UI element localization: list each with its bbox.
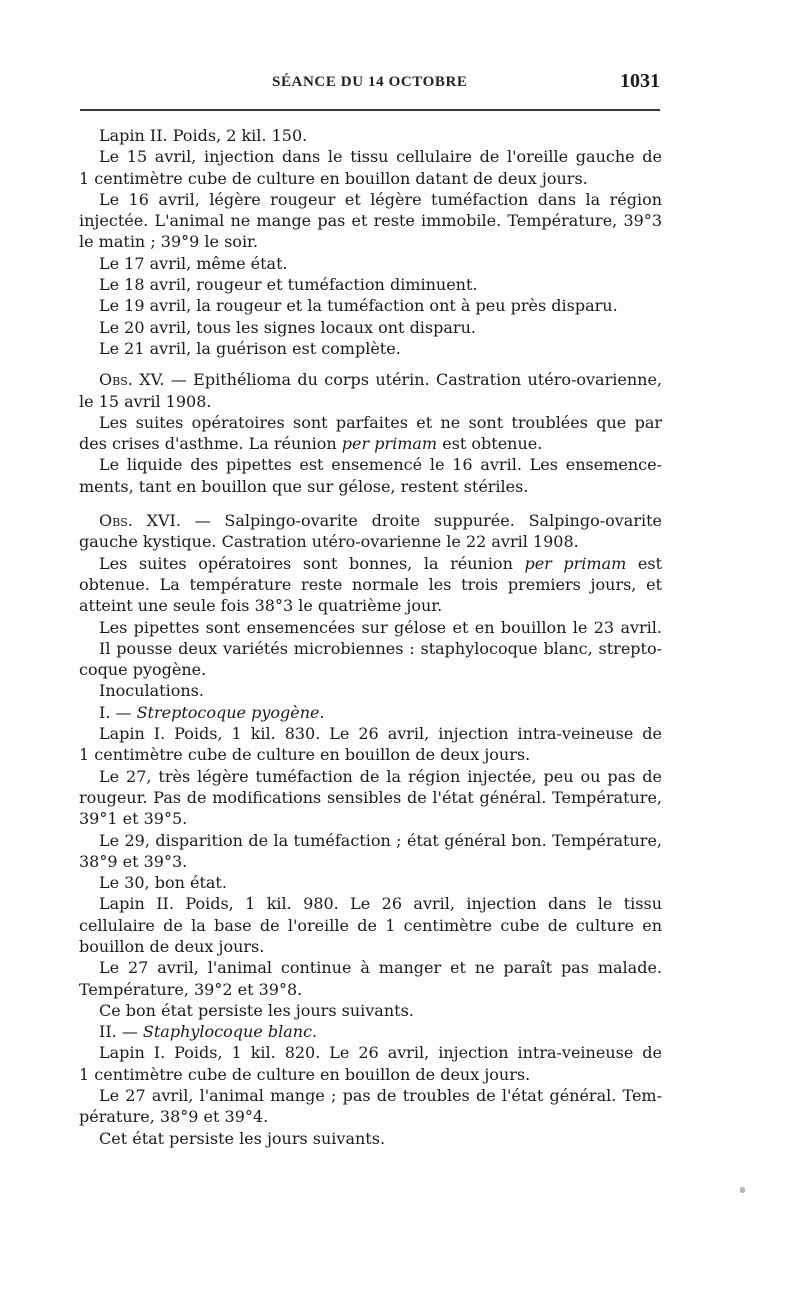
latin-phrase: per primam bbox=[341, 434, 438, 454]
header-rule bbox=[80, 109, 660, 111]
obs-text: XV. — Epithélioma du corps utérin. Castration utéro-ovarienne, bbox=[139, 370, 662, 390]
paragraph-gap bbox=[79, 359, 662, 369]
body-text bbox=[79, 125, 662, 1149]
obs-label: Obs. bbox=[99, 370, 133, 390]
text-line: 39°1 et 39°5. bbox=[79, 809, 188, 829]
text-line: Le liquide des pipettes est ensemencé le 16 avril. Les ensemence- bbox=[99, 455, 662, 475]
species-name: Streptocoque pyogène. bbox=[136, 702, 325, 722]
running-title: SÉANCE DU 14 OCTOBRE bbox=[272, 74, 468, 90]
text-line bbox=[79, 433, 662, 454]
running-head bbox=[80, 66, 660, 100]
section-heading-streptocoque bbox=[79, 702, 662, 723]
text-line: Les pipettes sont ensemencées sur gélose et en bouillon le 23 avril. bbox=[99, 617, 662, 637]
text-line bbox=[79, 553, 662, 574]
text-line: Le 15 avril, injection dans le tissu cellulaire de l'oreille gauche de bbox=[99, 147, 662, 167]
text-segment: est bbox=[626, 553, 662, 573]
text-line: Lapin I. Poids, 1 kil. 820. Le 26 avril, injection intra-veineuse de bbox=[99, 1043, 662, 1063]
section-heading-staphylocoque bbox=[79, 1021, 662, 1042]
page-number: 1031 bbox=[620, 70, 660, 92]
text-line: 1 centimètre cube de culture en bouillon datant de deux jours. bbox=[79, 168, 588, 188]
text-line: atteint une seule fois 38°3 le quatrième jour. bbox=[79, 596, 443, 616]
text-line: Le 21 avril, la guérison est complète. bbox=[99, 338, 401, 358]
text-line: bouillon de deux jours. bbox=[79, 936, 265, 956]
text-line: Température, 39°2 et 39°8. bbox=[79, 979, 303, 999]
text-line: Le 27, très légère tuméfaction de la région injectée, peu ou pas de bbox=[99, 766, 662, 786]
text-line: Cet état persiste les jours suivants. bbox=[99, 1128, 386, 1148]
text-segment: I. — bbox=[99, 702, 137, 722]
text-segment: des crises d'asthme. La réunion bbox=[79, 434, 342, 454]
obs-xvi-heading bbox=[79, 510, 662, 531]
text-line: Le 20 avril, tous les signes locaux ont disparu. bbox=[99, 317, 476, 337]
text-segment: Les suites opératoires sont bonnes, la réunion bbox=[99, 553, 525, 573]
text-line: coque pyogène. bbox=[79, 660, 207, 680]
text-line: 38°9 et 39°3. bbox=[79, 851, 188, 871]
latin-phrase: per primam bbox=[524, 553, 627, 573]
obs-text: XVI. — Salpingo-ovarite droite suppurée. Salpingo-ovarite bbox=[146, 511, 663, 531]
text-line: pérature, 38°9 et 39°4. bbox=[79, 1107, 269, 1127]
text-line: gauche kystique. Castration utéro-ovarienne le 22 avril 1908. bbox=[79, 532, 579, 552]
text-line: injectée. L'animal ne mange pas et reste immobile. Température, 39°3 bbox=[79, 211, 662, 231]
text-line: Inoculations. bbox=[99, 681, 204, 701]
text-line: obtenue. La température reste normale les trois premiers jours, et bbox=[79, 574, 662, 594]
obs-xv-heading bbox=[79, 369, 662, 390]
text-line: Le 27 avril, l'animal continue à manger et ne paraît pas malade. bbox=[99, 958, 662, 978]
text-line: Ce bon état persiste les jours suivants. bbox=[99, 1000, 414, 1020]
text-segment: II. — bbox=[99, 1022, 143, 1042]
text-segment: est obtenue. bbox=[437, 434, 543, 454]
text-line: Le 18 avril, rougeur et tuméfaction diminuent. bbox=[99, 275, 478, 295]
text-line: Le 30, bon état. bbox=[99, 873, 227, 893]
text-line: rougeur. Pas de modifications sensibles de l'état général. Température, bbox=[79, 787, 662, 807]
paragraph-gap bbox=[79, 497, 662, 510]
text-line: Le 29, disparition de la tuméfaction ; état général bon. Température, bbox=[99, 830, 662, 850]
text-line: 1 centimètre cube de culture en bouillon de deux jours. bbox=[79, 1064, 531, 1084]
text-line: le matin ; 39°9 le soir. bbox=[79, 232, 259, 252]
text-line: Il pousse deux variétés microbiennes : staphylocoque blanc, strepto- bbox=[99, 638, 662, 658]
text-line: ments, tant en bouillon que sur gélose, restent stériles. bbox=[79, 476, 529, 496]
text-line: Lapin I. Poids, 1 kil. 830. Le 26 avril, injection intra-veineuse de bbox=[99, 724, 662, 744]
obs-label: Obs. bbox=[99, 511, 133, 531]
text-line: Les suites opératoires sont parfaites et ne sont troublées que par bbox=[99, 412, 662, 432]
text-line: Le 27 avril, l'animal mange ; pas de troubles de l'état général. Tem- bbox=[99, 1086, 662, 1106]
text-line: 1 centimètre cube de culture en bouillon de deux jours. bbox=[79, 745, 531, 765]
text-line: Le 16 avril, légère rougeur et légère tuméfaction dans la région bbox=[99, 189, 662, 209]
text-line: Lapin II. Poids, 1 kil. 980. Le 26 avril, injection dans le tissu bbox=[99, 894, 662, 914]
text-line: le 15 avril 1908. bbox=[79, 391, 212, 411]
species-name: Staphylocoque blanc. bbox=[142, 1022, 318, 1042]
scan-speck bbox=[740, 1187, 745, 1193]
text-line: Le 19 avril, la rougeur et la tuméfaction ont à peu près disparu. bbox=[99, 296, 618, 316]
text-line: Le 17 avril, même état. bbox=[99, 253, 288, 273]
text-line: Lapin II. Poids, 2 kil. 150. bbox=[99, 126, 308, 145]
text-line: cellulaire de la base de l'oreille de 1 centimètre cube de culture en bbox=[79, 915, 662, 935]
